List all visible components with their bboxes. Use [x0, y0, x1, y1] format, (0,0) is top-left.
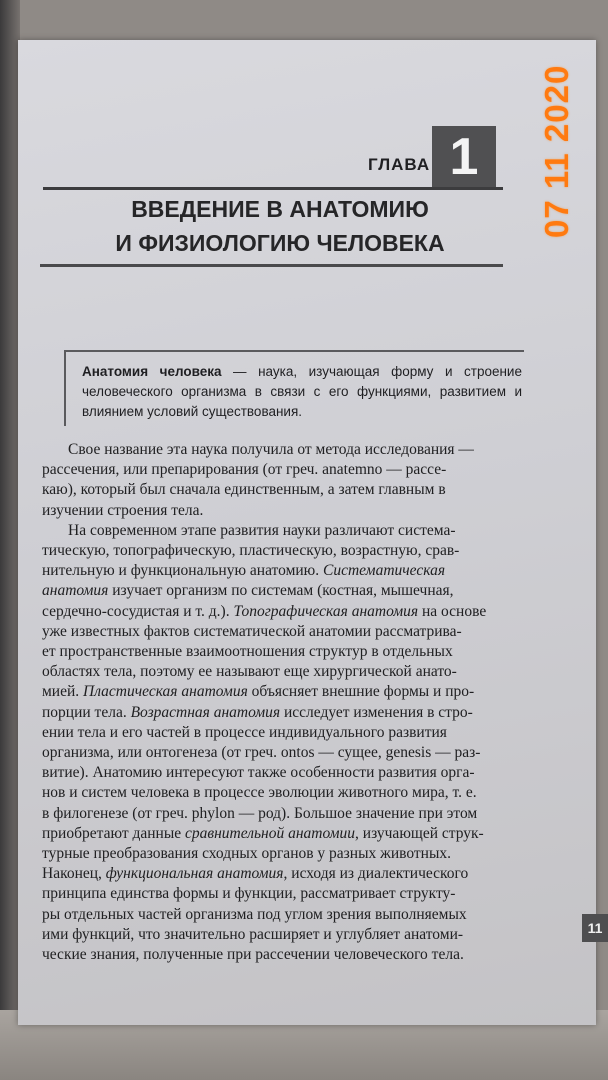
text-segment: витие). Анатомию интересуют также особенности развития орга- [42, 764, 475, 782]
chapter-label: ГЛАВА [368, 155, 431, 174]
text-line [42, 905, 522, 925]
text-line [42, 804, 522, 824]
text-segment: Свое название эта наука получила от метода исследования — [68, 441, 474, 458]
italic-term: Топографическая анатомия [233, 602, 419, 620]
text-segment: объясняет внешние формы и про- [247, 683, 475, 701]
text-segment: уже известных фактов систематической анатомии рассматрива- [42, 622, 462, 640]
italic-term: функциональная анатомия [105, 865, 284, 883]
text-segment: ении тела и его частей в процессе индивидуального развития [42, 723, 447, 741]
text-line [42, 541, 522, 561]
text-line [42, 864, 522, 884]
date-stamp [538, 184, 576, 238]
text-line [42, 561, 522, 581]
text-segment: исследует изменения в стро- [280, 703, 473, 721]
background-edge [0, 0, 20, 1080]
text-segment: приобретают данные [42, 824, 185, 842]
divider [43, 187, 503, 190]
text-segment: ры отдельных частей организма под углом зрения выполняемых [42, 905, 467, 923]
text-line [42, 581, 522, 601]
definition-body: — наука, изучающая форму и строение человеческого организма в связи с его функциями, развитием и влиянием условий существования. [82, 364, 522, 419]
text-segment: ими функций, что значительно расширяет и углубляет анатоми- [42, 925, 464, 943]
chapter-number: 1 [432, 126, 496, 188]
text-segment: каю), который был сначала единственным, а затем главным в [42, 481, 446, 499]
text-line [42, 783, 522, 803]
text-segment: организма, или онтогенеза (от греч. ontos — сущее, genesis — раз- [42, 744, 481, 762]
text-segment: На современном этапе развития науки различают система- [68, 521, 456, 539]
text-line [42, 642, 522, 662]
text-line [42, 763, 522, 783]
text-segment: принципа единства формы и функции, рассматривает структу- [42, 885, 456, 903]
text-segment: турные преобразования сходных органов у разных животных. [42, 845, 452, 863]
chapter-title-line-2: И ФИЗИОЛОГИЮ ЧЕЛОВЕКА [115, 230, 445, 256]
text-segment: на основе [418, 602, 487, 620]
text-line [42, 945, 522, 965]
chapter-title [60, 192, 500, 260]
text-line [42, 622, 522, 642]
text-segment: изучении строения тела. [42, 501, 204, 519]
text-line [42, 521, 522, 541]
chapter-title-line-1: ВВЕДЕНИЕ В АНАТОМИЮ [131, 196, 429, 222]
divider [40, 264, 503, 267]
text-line [42, 723, 522, 743]
text-line [42, 743, 522, 763]
text-line [42, 703, 522, 723]
text-line [42, 460, 522, 480]
italic-term: сравнительной анатомии [185, 824, 356, 842]
text-line [42, 662, 522, 682]
text-segment: областях тела, поэтому ее называют еще хирургической анато- [42, 663, 457, 681]
text-segment: изучает организм по системам (костная, мышечная, [108, 582, 454, 600]
body-text [42, 440, 522, 965]
text-segment: нительную и функциональную анатомию. [42, 562, 324, 580]
text-line [42, 884, 522, 904]
text-line [42, 682, 522, 702]
text-line [42, 602, 522, 622]
text-segment: нов и систем человека в процессе эволюции животного мира, т. е. [42, 784, 477, 802]
text-line [42, 440, 522, 460]
text-segment: ет пространственные взаимоотношения структур в отдельных [42, 643, 453, 661]
text-line [42, 501, 522, 521]
text-line [42, 480, 522, 500]
text-segment: ческие знания, полученные при рассечении человеческого тела. [42, 946, 464, 964]
italic-term: Систематическая [323, 562, 446, 580]
text-segment: , исходя из диалектического [283, 865, 469, 883]
text-line [42, 824, 522, 844]
italic-term: анатомия [42, 582, 109, 600]
text-line [42, 844, 522, 864]
text-segment: рассечения, или препарирования (от греч. anatemno — рассе- [42, 461, 447, 479]
italic-term: Пластическая анатомия [83, 683, 248, 701]
text-segment: , изучающей струк- [355, 824, 484, 842]
definition-term: Анатомия человека [82, 364, 222, 379]
text-segment: мией. [42, 683, 84, 701]
text-segment: порции тела. [42, 703, 131, 721]
text-segment: в филогенезе (от греч. phylon — род). Большое значение при этом [42, 804, 478, 822]
definition-text [82, 362, 522, 422]
italic-term: Возрастная анатомия [130, 703, 281, 721]
text-segment: сердечно-сосудистая и т. д.). [42, 602, 234, 620]
page-number: 11 [582, 914, 608, 942]
text-segment: тическую, топографическую, пластическую, возрастную, срав- [42, 542, 460, 560]
text-line [42, 925, 522, 945]
text-segment: Наконец, [42, 865, 106, 883]
